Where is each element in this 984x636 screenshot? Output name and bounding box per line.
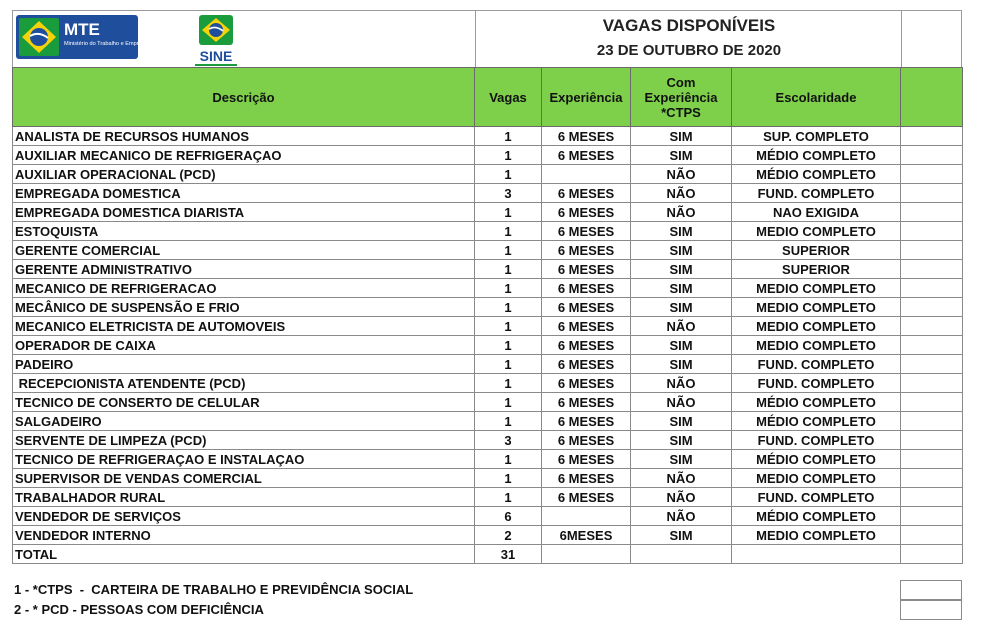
cell-extra [901, 336, 963, 355]
cell-vagas: 1 [475, 165, 542, 184]
col-ctps [631, 68, 732, 127]
table-row [13, 450, 963, 469]
cell-extra [901, 146, 963, 165]
total-row [13, 545, 963, 564]
table-row [13, 241, 963, 260]
cell-experiencia: 6 MESES [542, 127, 631, 146]
cell-vagas: 1 [475, 146, 542, 165]
cell-descricao: TRABALHADOR RURAL [13, 488, 475, 507]
cell-ctps: SIM [631, 127, 732, 146]
cell-extra [901, 507, 963, 526]
cell-descricao: MECANICO DE REFRIGERACAO [13, 279, 475, 298]
cell-experiencia: 6 MESES [542, 241, 631, 260]
cell-ctps: NÃO [631, 165, 732, 184]
cell-escolaridade: FUND. COMPLETO [732, 374, 901, 393]
cell-empty [631, 545, 732, 564]
cell-extra [901, 374, 963, 393]
table-header-row [13, 68, 963, 127]
footnote-box [900, 600, 962, 620]
table-row [13, 393, 963, 412]
cell-vagas: 1 [475, 488, 542, 507]
cell-experiencia: 6 MESES [542, 146, 631, 165]
mte-subtitle: Ministério do Trabalho e Emprego [64, 41, 148, 47]
cell-extra [901, 526, 963, 545]
cell-descricao: MECANICO ELETRICISTA DE AUTOMOVEIS [13, 317, 475, 336]
cell-escolaridade: SUP. COMPLETO [732, 127, 901, 146]
sheet-header [12, 10, 962, 67]
cell-vagas: 3 [475, 184, 542, 203]
title-area [475, 11, 902, 67]
cell-descricao: ANALISTA DE RECURSOS HUMANOS [13, 127, 475, 146]
cell-descricao: MECÂNICO DE SUSPENSÃO E FRIO [13, 298, 475, 317]
cell-extra [901, 279, 963, 298]
cell-escolaridade: FUND. COMPLETO [732, 184, 901, 203]
cell-vagas: 1 [475, 374, 542, 393]
cell-extra [901, 488, 963, 507]
cell-ctps: SIM [631, 279, 732, 298]
table-body [13, 127, 963, 564]
cell-extra [901, 222, 963, 241]
cell-escolaridade: MEDIO COMPLETO [732, 298, 901, 317]
cell-extra [901, 241, 963, 260]
cell-experiencia: 6 MESES [542, 450, 631, 469]
cell-experiencia [542, 165, 631, 184]
cell-vagas: 2 [475, 526, 542, 545]
table-row [13, 317, 963, 336]
col-vagas: Vagas [475, 68, 542, 127]
col-ctps-line2: Experiência [644, 89, 718, 105]
cell-ctps: NÃO [631, 488, 732, 507]
cell-experiencia: 6 MESES [542, 336, 631, 355]
cell-escolaridade: MEDIO COMPLETO [732, 317, 901, 336]
cell-escolaridade: MEDIO COMPLETO [732, 469, 901, 488]
cell-experiencia: 6 MESES [542, 355, 631, 374]
cell-ctps: SIM [631, 412, 732, 431]
cell-extra [901, 545, 963, 564]
cell-extra [901, 260, 963, 279]
cell-ctps: NÃO [631, 374, 732, 393]
cell-ctps: SIM [631, 146, 732, 165]
cell-descricao: AUXILIAR MECANICO DE REFRIGERAÇAO [13, 146, 475, 165]
cell-descricao: PADEIRO [13, 355, 475, 374]
cell-vagas: 6 [475, 507, 542, 526]
sine-label: SINE [199, 48, 233, 64]
cell-extra [901, 184, 963, 203]
cell-ctps: NÃO [631, 184, 732, 203]
cell-escolaridade: MÉDIO COMPLETO [732, 412, 901, 431]
cell-experiencia: 6 MESES [542, 222, 631, 241]
cell-vagas: 1 [475, 412, 542, 431]
cell-extra [901, 298, 963, 317]
cell-descricao: OPERADOR DE CAIXA [13, 336, 475, 355]
cell-extra [901, 203, 963, 222]
table-row [13, 203, 963, 222]
cell-descricao: EMPREGADA DOMESTICA DIARISTA [13, 203, 475, 222]
cell-ctps: SIM [631, 241, 732, 260]
cell-ctps: SIM [631, 526, 732, 545]
cell-escolaridade: MEDIO COMPLETO [732, 222, 901, 241]
cell-experiencia: 6 MESES [542, 393, 631, 412]
cell-extra [901, 450, 963, 469]
cell-extra [901, 393, 963, 412]
cell-descricao: TECNICO DE CONSERTO DE CELULAR [13, 393, 475, 412]
total-value: 31 [475, 545, 542, 564]
cell-ctps: SIM [631, 431, 732, 450]
table-row [13, 260, 963, 279]
cell-descricao: SUPERVISOR DE VENDAS COMERCIAL [13, 469, 475, 488]
col-experiencia: Experiência [542, 68, 631, 127]
cell-escolaridade: MÉDIO COMPLETO [732, 393, 901, 412]
table-row [13, 222, 963, 241]
cell-descricao: RECEPCIONISTA ATENDENTE (PCD) [13, 374, 475, 393]
cell-descricao: ESTOQUISTA [13, 222, 475, 241]
cell-vagas: 1 [475, 222, 542, 241]
brazil-flag-icon [19, 18, 59, 56]
cell-descricao: TECNICO DE REFRIGERAÇAO E INSTALAÇAO [13, 450, 475, 469]
footnote-box [900, 580, 962, 600]
total-label: TOTAL [13, 545, 475, 564]
table-row [13, 165, 963, 184]
cell-extra [901, 127, 963, 146]
table-row [13, 412, 963, 431]
vacancies-table [12, 67, 963, 564]
cell-extra [901, 165, 963, 184]
cell-extra [901, 355, 963, 374]
cell-ctps: SIM [631, 336, 732, 355]
cell-extra [901, 431, 963, 450]
cell-escolaridade: MEDIO COMPLETO [732, 336, 901, 355]
cell-escolaridade: MÉDIO COMPLETO [732, 507, 901, 526]
cell-ctps: NÃO [631, 203, 732, 222]
cell-vagas: 1 [475, 393, 542, 412]
cell-experiencia [542, 507, 631, 526]
table-row [13, 127, 963, 146]
cell-descricao: VENDEDOR INTERNO [13, 526, 475, 545]
table-row [13, 526, 963, 545]
cell-ctps: NÃO [631, 469, 732, 488]
cell-experiencia: 6 MESES [542, 279, 631, 298]
cell-escolaridade: MÉDIO COMPLETO [732, 450, 901, 469]
cell-descricao: SERVENTE DE LIMPEZA (PCD) [13, 431, 475, 450]
cell-escolaridade: FUND. COMPLETO [732, 431, 901, 450]
col-ctps-line1: Com [666, 74, 696, 90]
logo-area [13, 11, 475, 67]
table-row [13, 488, 963, 507]
cell-empty [542, 545, 631, 564]
cell-escolaridade: SUPERIOR [732, 241, 901, 260]
cell-experiencia: 6 MESES [542, 469, 631, 488]
cell-ctps: NÃO [631, 393, 732, 412]
table-row [13, 507, 963, 526]
cell-ctps: NÃO [631, 317, 732, 336]
sine-logo [191, 13, 241, 67]
cell-ctps: SIM [631, 450, 732, 469]
table-row [13, 374, 963, 393]
table-row [13, 146, 963, 165]
cell-experiencia: 6 MESES [542, 203, 631, 222]
cell-escolaridade: MEDIO COMPLETO [732, 279, 901, 298]
cell-ctps: SIM [631, 260, 732, 279]
table-row [13, 336, 963, 355]
cell-descricao: VENDEDOR DE SERVIÇOS [13, 507, 475, 526]
cell-escolaridade: FUND. COMPLETO [732, 488, 901, 507]
mte-abbr: MTE [64, 20, 100, 39]
cell-empty [732, 545, 901, 564]
cell-ctps: SIM [631, 355, 732, 374]
cell-escolaridade: MEDIO COMPLETO [732, 526, 901, 545]
cell-experiencia: 6 MESES [542, 317, 631, 336]
brazil-flag-icon [199, 15, 233, 45]
cell-descricao: GERENTE COMERCIAL [13, 241, 475, 260]
cell-escolaridade: NAO EXIGIDA [732, 203, 901, 222]
cell-vagas: 1 [475, 241, 542, 260]
cell-escolaridade: FUND. COMPLETO [732, 355, 901, 374]
cell-experiencia: 6 MESES [542, 488, 631, 507]
page-title: VAGAS DISPONÍVEIS [602, 16, 776, 35]
footnotes [12, 580, 962, 620]
cell-escolaridade: MÉDIO COMPLETO [732, 146, 901, 165]
cell-extra [901, 412, 963, 431]
cell-escolaridade: MÉDIO COMPLETO [732, 165, 901, 184]
cell-experiencia: 6 MESES [542, 298, 631, 317]
table-row [13, 184, 963, 203]
cell-ctps: SIM [631, 222, 732, 241]
table-row [13, 469, 963, 488]
cell-vagas: 1 [475, 450, 542, 469]
col-escolaridade: Escolaridade [732, 68, 901, 127]
table-row [13, 279, 963, 298]
cell-vagas: 1 [475, 336, 542, 355]
cell-descricao: AUXILIAR OPERACIONAL (PCD) [13, 165, 475, 184]
cell-experiencia: 6 MESES [542, 374, 631, 393]
cell-extra [901, 317, 963, 336]
header-extra-cell [901, 11, 964, 67]
cell-ctps: NÃO [631, 507, 732, 526]
job-listing-sheet [12, 10, 962, 564]
cell-experiencia: 6MESES [542, 526, 631, 545]
table-row [13, 355, 963, 374]
footnote-ctps: 1 - *CTPS - CARTEIRA DE TRABALHO E PREVIDÊNCIA SOCIAL [14, 582, 414, 597]
col-ctps-line3: *CTPS [661, 104, 701, 120]
cell-vagas: 1 [475, 355, 542, 374]
cell-descricao: SALGADEIRO [13, 412, 475, 431]
cell-vagas: 1 [475, 203, 542, 222]
col-extra [901, 68, 963, 127]
cell-experiencia: 6 MESES [542, 184, 631, 203]
col-descricao: Descrição [13, 68, 475, 127]
cell-experiencia: 6 MESES [542, 260, 631, 279]
cell-vagas: 1 [475, 127, 542, 146]
cell-ctps: SIM [631, 298, 732, 317]
cell-experiencia: 6 MESES [542, 431, 631, 450]
cell-vagas: 1 [475, 469, 542, 488]
footnote-pcd: 2 - * PCD - PESSOAS COM DEFICIÊNCIA [14, 602, 264, 617]
cell-vagas: 1 [475, 317, 542, 336]
table-row [13, 298, 963, 317]
mte-logo [16, 15, 148, 59]
table-row [13, 431, 963, 450]
cell-descricao: GERENTE ADMINISTRATIVO [13, 260, 475, 279]
cell-escolaridade: SUPERIOR [732, 260, 901, 279]
cell-extra [901, 469, 963, 488]
cell-vagas: 1 [475, 279, 542, 298]
cell-vagas: 1 [475, 298, 542, 317]
cell-experiencia: 6 MESES [542, 412, 631, 431]
cell-vagas: 1 [475, 260, 542, 279]
cell-descricao: EMPREGADA DOMESTICA [13, 184, 475, 203]
page-date: 23 DE OUTUBRO DE 2020 [596, 42, 782, 59]
cell-vagas: 3 [475, 431, 542, 450]
